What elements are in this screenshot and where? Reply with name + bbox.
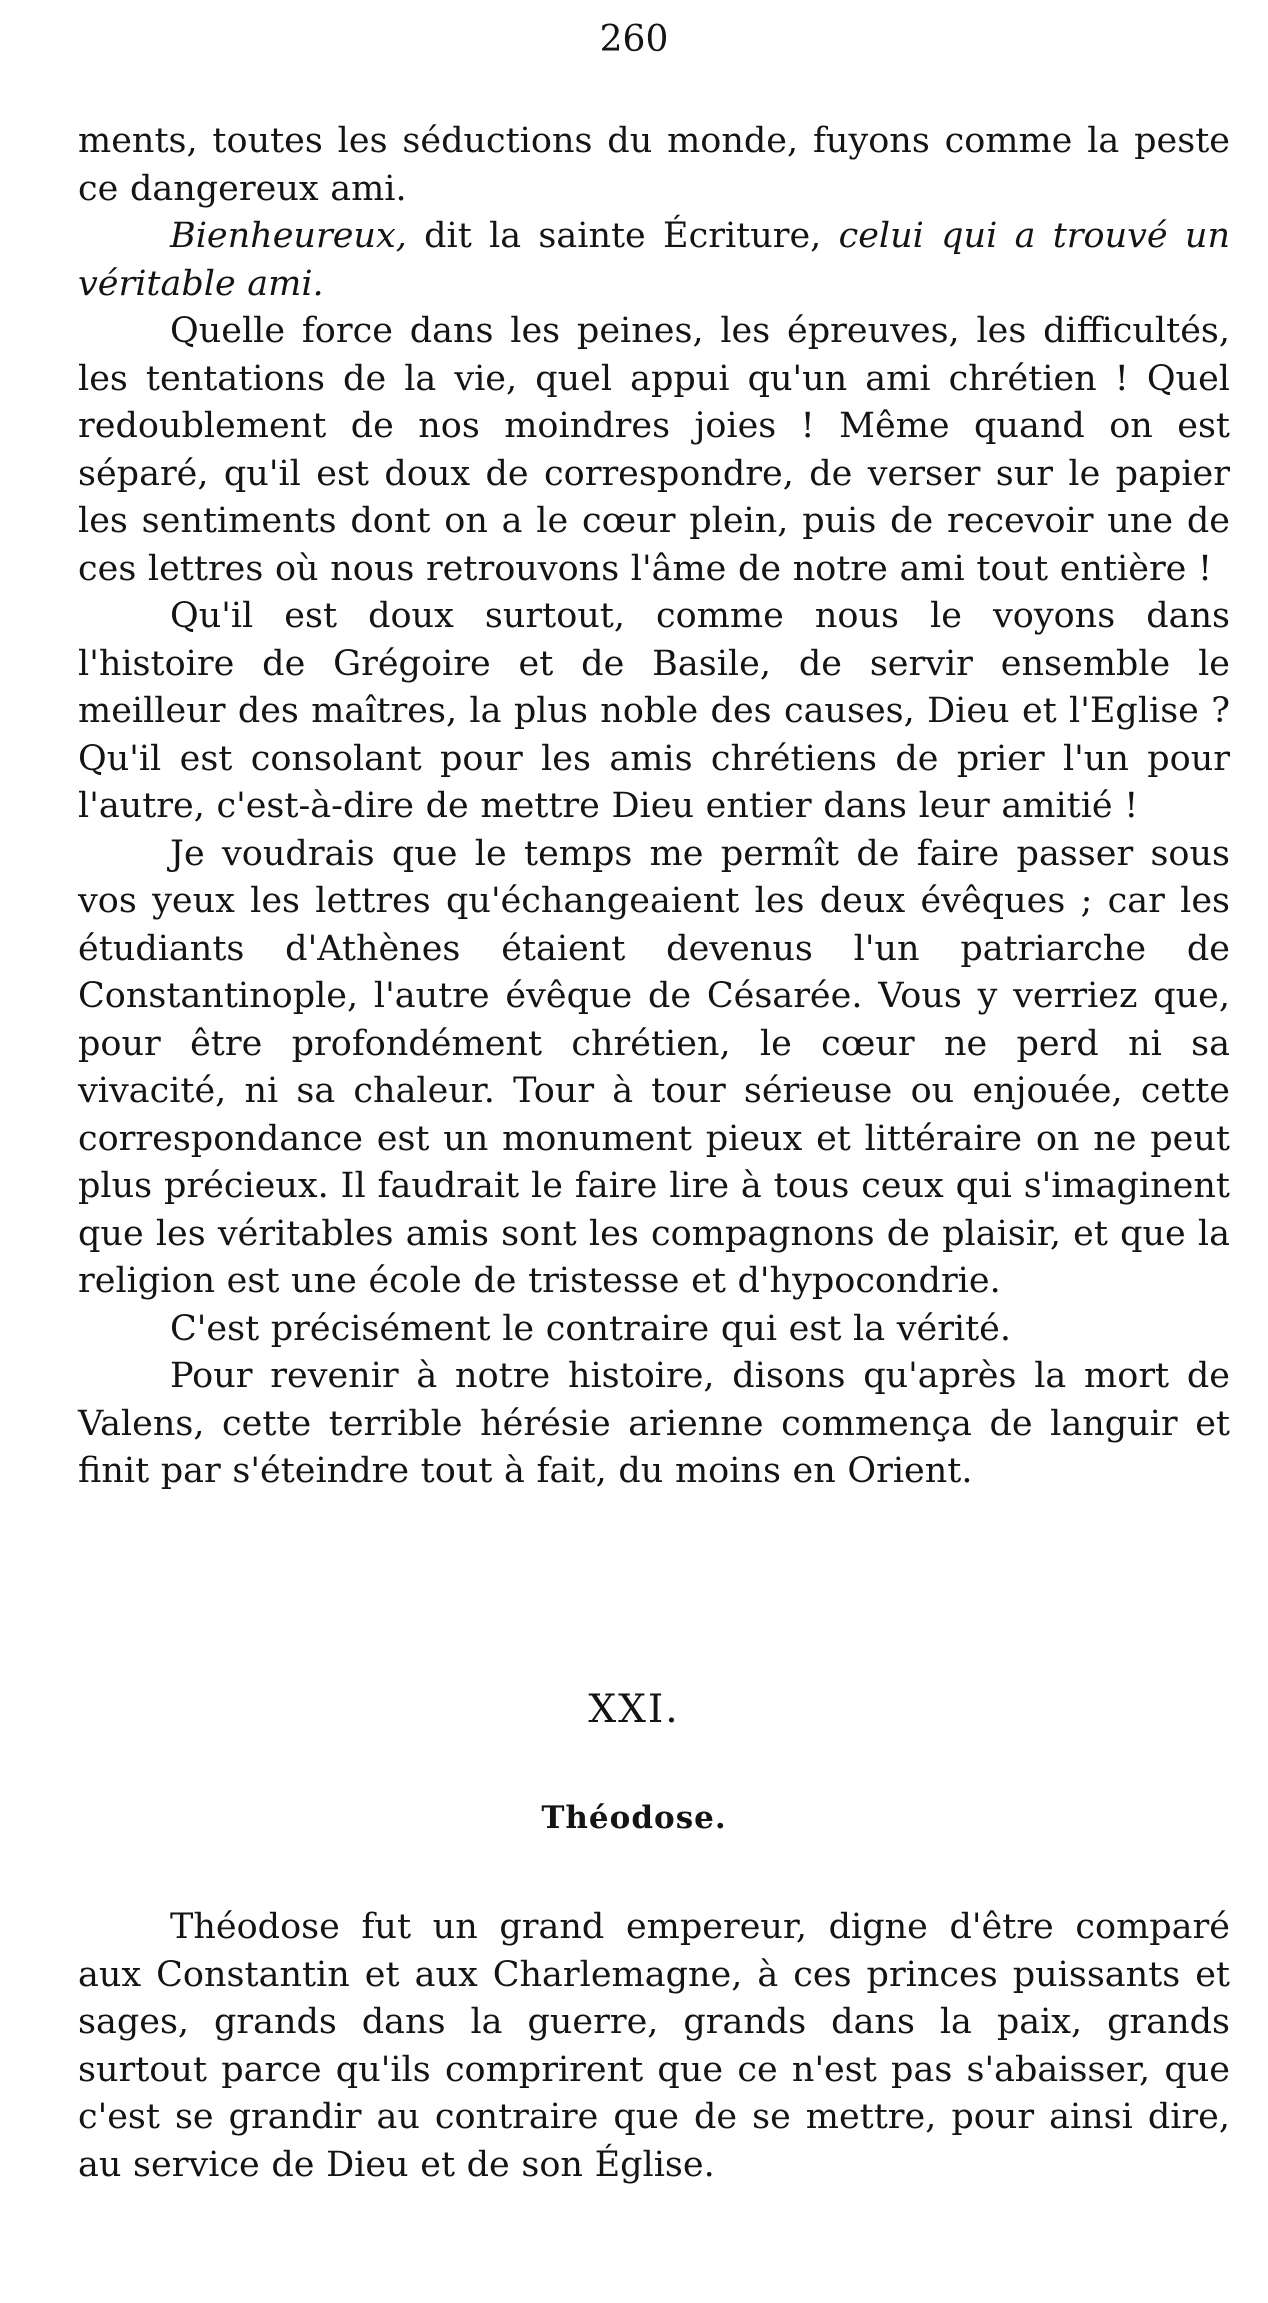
paragraph-4: Qu'il est doux surtout, comme nous le voyons dans l'histoire de Grégoire et de Basile, de servir ensemble le meilleur des maîtres, la plus noble des causes, Dieu et l'Eglise ? Qu'il est consolant pour les amis chrétiens de prier l'un pour l'autre, c'est-à-dire de mettre Dieu entier dans leur amitié !	[78, 596, 1230, 826]
paragraph-6: C'est précisément le contraire qui est la vérité.	[170, 1308, 1012, 1349]
paragraph-7: Pour revenir à notre histoire, disons qu'après la mort de Valens, cette terrible hérésie arienne commença de languir et finit par s'éteindre tout à fait, du moins en Orient.	[78, 1356, 1230, 1491]
quote-italic-end: celui qui a trouvé un véritable ami.	[78, 216, 1231, 304]
page-number: 260	[599, 19, 669, 60]
quote-italic-start: Bienheureux,	[170, 216, 407, 256]
chapter-text	[78, 1904, 1230, 2189]
chapter-paragraph-1: Théodose fut un grand empereur, digne d'être comparé aux Constantin et aux Charlemagne, à ces princes puissants et sages, grands dans la guerre, grands dans la paix, grands surtout parce qu'ils comprirent que ce n'est pas s'abaisser, que c'est se grandir au contraire que de se mettre, pour ainsi dire, au service de Dieu et de son Église.	[78, 1907, 1230, 2185]
quote-attribution: dit la sainte Écriture,	[406, 216, 839, 256]
main-text	[78, 118, 1230, 1496]
paragraph-1: ments, toutes les séductions du monde, fuyons comme la peste ce dangereux ami.	[78, 121, 1230, 209]
paragraph-3: Quelle force dans les peines, les épreuves, les difficultés, les tentations de la vie, quel appui qu'un ami chrétien ! Quel redoublement de nos moindres joies ! Même quand on est séparé, qu'il est doux de correspondre, de verser sur le papier les sentiments dont on a le cœur plein, puis de recevoir une de ces lettres où nous retrouvons l'âme de notre ami tout entière !	[78, 311, 1230, 589]
chapter-title: Théodose.	[541, 1800, 727, 1836]
paragraph-2	[78, 213, 1230, 308]
chapter-number: XXI.	[588, 1687, 680, 1732]
paragraph-5: Je voudrais que le temps me permît de faire passer sous vos yeux les lettres qu'échangeaient les deux évêques ; car les étudiants d'Athènes étaient devenus l'un patriarche de Constantinople, l'autre évêque de Césarée. Vous y verriez que, pour être profondément chrétien, le cœur ne perd ni sa vivacité, ni sa chaleur. Tour à tour sérieuse ou enjouée, cette correspondance est un monument pieux et littéraire on ne peut plus précieux. Il faudrait le faire lire à tous ceux qui s'imaginent que les véritables amis sont les compagnons de plaisir, et que la religion est une école de tristesse et d'hypocondrie.	[78, 833, 1230, 1301]
